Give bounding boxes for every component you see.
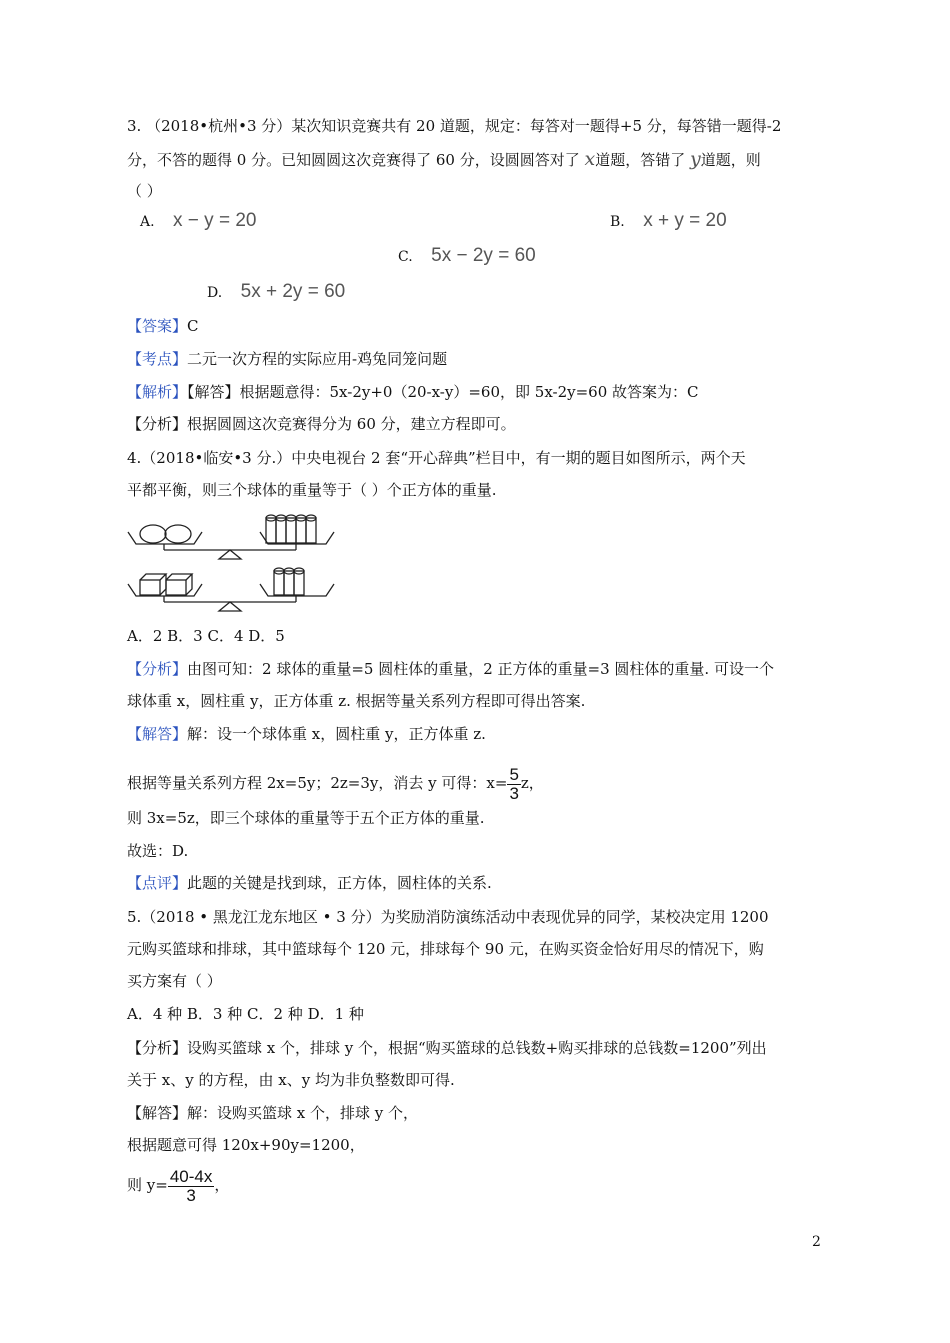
page-number: 2 bbox=[812, 1234, 821, 1250]
fenxi-text: 由图可知：2 球体的重量=5 圆柱体的重量，2 正方体的重量=3 圆柱体的重量. 可设一个 bbox=[187, 660, 774, 678]
jieda-text: 则 y= bbox=[127, 1176, 168, 1194]
fraction-denominator: 3 bbox=[186, 1185, 196, 1205]
q3-kaodian bbox=[127, 349, 447, 369]
dianping-text: 此题的关键是找到球，正方体，圆柱体的关系. bbox=[187, 874, 492, 892]
q5-options: A．4 种 B．3 种 C．2 种 D．1 种 bbox=[127, 1005, 364, 1023]
q3-option-a bbox=[140, 210, 256, 232]
q3-line2b: 道题，答错了 bbox=[595, 151, 690, 169]
jieda-text: 解：设一个球体重 x，圆柱重 y，正方体重 z. bbox=[187, 725, 486, 743]
q5-fenxi1: 【分析】设购买篮球 x 个，排球 y 个，根据“购买篮球的总钱数+购买排球的总钱数=1200”列出 bbox=[127, 1039, 767, 1057]
fraction bbox=[507, 766, 520, 803]
q4-fenxi1 bbox=[127, 659, 774, 679]
fraction bbox=[168, 1168, 215, 1205]
cube-icon bbox=[166, 574, 192, 595]
q4-jieda3: 则 3x=5z，即三个球体的重量等于五个正方体的重量. bbox=[127, 809, 485, 827]
q3-line3: （ ） bbox=[127, 182, 162, 200]
dianping-tag: 【点评】 bbox=[127, 874, 188, 892]
balance-figure bbox=[126, 510, 338, 614]
q3-line2c: 道题，则 bbox=[700, 151, 761, 169]
q4-line2: 平都平衡，则三个球体的重量等于（ ）个正方体的重量. bbox=[127, 481, 497, 499]
cylinder-group-icon bbox=[266, 515, 316, 543]
fraction-numerator: 40-4x bbox=[169, 1166, 213, 1186]
jieda-text: ， bbox=[214, 1176, 230, 1194]
jiexi-text: 【解答】根据题意得：5x-2y+0（20-x-y）=60，即 5x-2y=60 故答案为：C bbox=[187, 383, 699, 401]
q3-fenxi: 【分析】根据圆圆这次竞赛得分为 60 分，建立方程即可。 bbox=[127, 415, 516, 433]
q3-jiexi bbox=[127, 382, 699, 402]
q3-line2 bbox=[127, 149, 761, 170]
q3-option-b bbox=[610, 210, 727, 232]
q4-fenxi2: 球体重 x，圆柱重 y，正方体重 z. 根据等量关系列方程即可得出答案. bbox=[127, 692, 586, 710]
sphere-icon bbox=[140, 525, 166, 543]
kaodian-text: 二元一次方程的实际应用-鸡兔同笼问题 bbox=[187, 350, 448, 368]
q3-option-c bbox=[398, 245, 536, 267]
option-label: B. bbox=[610, 214, 625, 230]
option-label: A. bbox=[140, 214, 155, 230]
fenxi-tag: 【分析】 bbox=[127, 660, 188, 678]
answer-value: C bbox=[187, 317, 199, 335]
sphere-icon bbox=[165, 525, 191, 543]
option-label: D. bbox=[207, 285, 223, 301]
answer-tag: 【答案】 bbox=[127, 317, 188, 335]
q3-var-y: y bbox=[689, 148, 701, 170]
cube-icon bbox=[140, 574, 166, 595]
q5-line3: 买方案有（ ） bbox=[127, 972, 222, 990]
option-expr: x + y = 20 bbox=[643, 210, 727, 231]
q5-line2: 元购买篮球和排球，其中篮球每个 120 元，排球每个 90 元，在购买资金恰好用尽的情况下，购 bbox=[127, 940, 764, 958]
kaodian-tag: 【考点】 bbox=[127, 350, 188, 368]
option-expr: 5x + 2y = 60 bbox=[240, 281, 346, 302]
jieda-text: 根据等量关系列方程 2x=5y；2z=3y，消去 y 可得：x= bbox=[127, 774, 508, 792]
q3-answer bbox=[127, 316, 199, 336]
q4-options: A．2 B．3 C．4 D．5 bbox=[127, 627, 285, 645]
q5-fenxi2: 关于 x、y 的方程，由 x、y 均为非负整数即可得. bbox=[127, 1071, 455, 1089]
balance-top bbox=[128, 515, 334, 559]
q5-jieda1: 【解答】解：设购买篮球 x 个，排球 y 个， bbox=[127, 1104, 419, 1122]
jieda-tag: 【解答】 bbox=[127, 725, 188, 743]
fraction-numerator: 5 bbox=[509, 764, 519, 784]
fraction-denominator: 3 bbox=[509, 783, 519, 803]
q3-line1: 3. （2018•杭州•3 分）某次知识竞赛共有 20 道题，规定：每答对一题得+5 分，每答错一题得-2 bbox=[127, 117, 782, 135]
q3-option-d bbox=[207, 281, 345, 303]
q4-line1: 4.（2018•临安•3 分.）中央电视台 2 套“开心辞典”栏目中，有一期的题目如图所示，两个天 bbox=[127, 449, 746, 467]
q4-jieda4: 故选：D. bbox=[127, 842, 189, 860]
q3-var-x: x bbox=[584, 148, 596, 170]
balance-bottom bbox=[128, 568, 334, 611]
option-label: C. bbox=[398, 249, 413, 265]
jieda-text: z， bbox=[520, 774, 544, 792]
q5-jieda3 bbox=[127, 1164, 229, 1206]
q4-jieda2 bbox=[127, 764, 544, 803]
q5-line1: 5.（2018 • 黑龙江龙东地区 • 3 分）为奖励消防演练活动中表现优异的同学，某校决定用 1200 bbox=[127, 908, 769, 926]
q3-line2a: 分，不答的题得 0 分。已知圆圆这次竞赛得了 60 分，设圆圆答对了 bbox=[127, 151, 585, 169]
q5-jieda2: 根据题意可得 120x+90y=1200， bbox=[127, 1136, 365, 1154]
option-expr: 5x − 2y = 60 bbox=[431, 245, 536, 266]
option-expr: x − y = 20 bbox=[173, 210, 257, 231]
jiexi-tag: 【解析】 bbox=[127, 383, 188, 401]
q4-jieda1 bbox=[127, 724, 486, 744]
q4-dianping bbox=[127, 873, 492, 893]
cylinder-group-icon bbox=[274, 568, 304, 595]
